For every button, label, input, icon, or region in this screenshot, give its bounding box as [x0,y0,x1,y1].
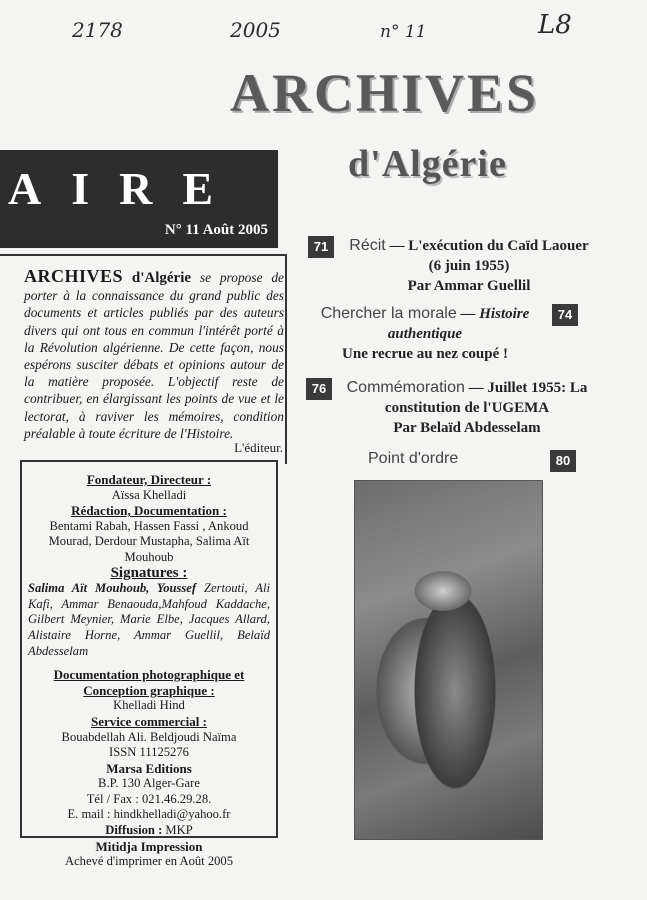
toc-section: Récit [349,237,386,254]
intro-signature: L'éditeur. [234,440,283,455]
print-date: Achevé d'imprimer en Août 2005 [64,854,234,869]
sommaire-band [0,150,278,248]
toc-author: Par Belaïd Abdesselam [393,420,541,436]
intro-lead: ARCHIVES [24,266,124,286]
diffusion [22,823,276,839]
signatures-list [22,581,276,659]
founder-name: Aïssa Khelladi [111,487,187,502]
handwritten-ref: 2178 [72,18,123,42]
founder-heading: Fondateur, Directeur : [86,472,212,487]
commercial-names: Bouabdellah Ali. Beldjoudi Naïma [61,729,237,744]
credits-box [20,460,278,869]
intro-lead-2: d'Algérie [131,270,192,286]
intro-text: se propose de porter à la connaissance du grand public des documents et articles publiés par des auteurs divers qui ont tous en commun l'intérêt porté à la Révolution algérienne. De cette façon, nous espérons susciter débats et opinions autour de la matière proposée. L'objectif reste de contribuer, en élargissant les points de vue et le lectorat, à raviver les mémoires, condition préalable à toute écriture de l'Histoire. [24,270,284,441]
diffusion-heading: Diffusion : [105,823,163,838]
toc-page-number: 71 [308,236,334,258]
publisher: Marsa Editions [106,760,192,776]
toc-page-number: 74 [552,304,578,326]
divider [285,254,287,464]
toc-title: — Juillet 1955: La constitution de l'UGEMA [384,380,588,416]
printer: Mitidja Impression [95,838,203,854]
signatures-names: Zertouti, Ali Kafi, Ammar Benaouda,Mahfoud Kaddache, Gilbert Meynier, Marie Elbe, Jacques Allard, Alistaire Horne, Ammar Guellil, Belaïd Abdesselam [28,581,270,658]
toc-section: Chercher la morale [320,305,457,322]
toc-page-number: 76 [306,378,332,400]
handwritten-mark: L8 [538,10,572,40]
commercial-heading: Service commercial : [91,713,207,729]
photo-heading: Documentation photographique et Conception graphique : [53,667,245,698]
redaction-names: Bentami Rabah, Hassen Fassi , Ankoud Mourad, Derdour Mustapha, Salima Aït Mouhoub [48,518,250,564]
phone-fax: Tél / Fax : 021.46.29.28. [86,791,212,806]
intro-paragraph [24,268,284,442]
toc-entry [300,304,550,364]
postal-address: B.P. 130 Alger-Gare [98,776,200,791]
issue-label: N° 11 Août 2005 [164,222,268,238]
signatures-lead: Salima Aït Mouhoub, Youssef [28,581,197,596]
toc-title: — L'exécution du Caïd Laouer (6 juin 1955) [385,238,589,274]
diffusion-value: MKP [162,823,193,838]
redaction-heading: Rédaction, Documentation : [71,503,227,519]
child-photo [354,480,543,840]
divider [0,254,286,256]
signatures-heading: Signatures : [110,564,188,581]
toc-page-number: 80 [550,450,576,472]
toc-title: — Histoire authentique [387,306,530,342]
masthead-subtitle: d'Algérie [348,143,507,185]
masthead-title: ARCHIVES [230,63,540,123]
toc-section: Commémoration [346,379,465,396]
handwritten-year: 2005 [230,18,281,42]
sommaire-word: AIRE [8,163,244,214]
toc-entry [336,378,598,438]
email: E. mail : hindkhelladi@yahoo.fr [67,807,231,822]
toc-subtitle: Une recrue au nez coupé ! [342,346,508,362]
photo-credit: Khelladi Hind [113,698,185,713]
handwritten-number: n° 11 [380,22,427,42]
issn: ISSN 11125276 [109,745,189,760]
toc-author: Par Ammar Guellil [407,278,531,294]
toc-entry [344,236,594,296]
toc-section: Point d'ordre [368,450,459,467]
